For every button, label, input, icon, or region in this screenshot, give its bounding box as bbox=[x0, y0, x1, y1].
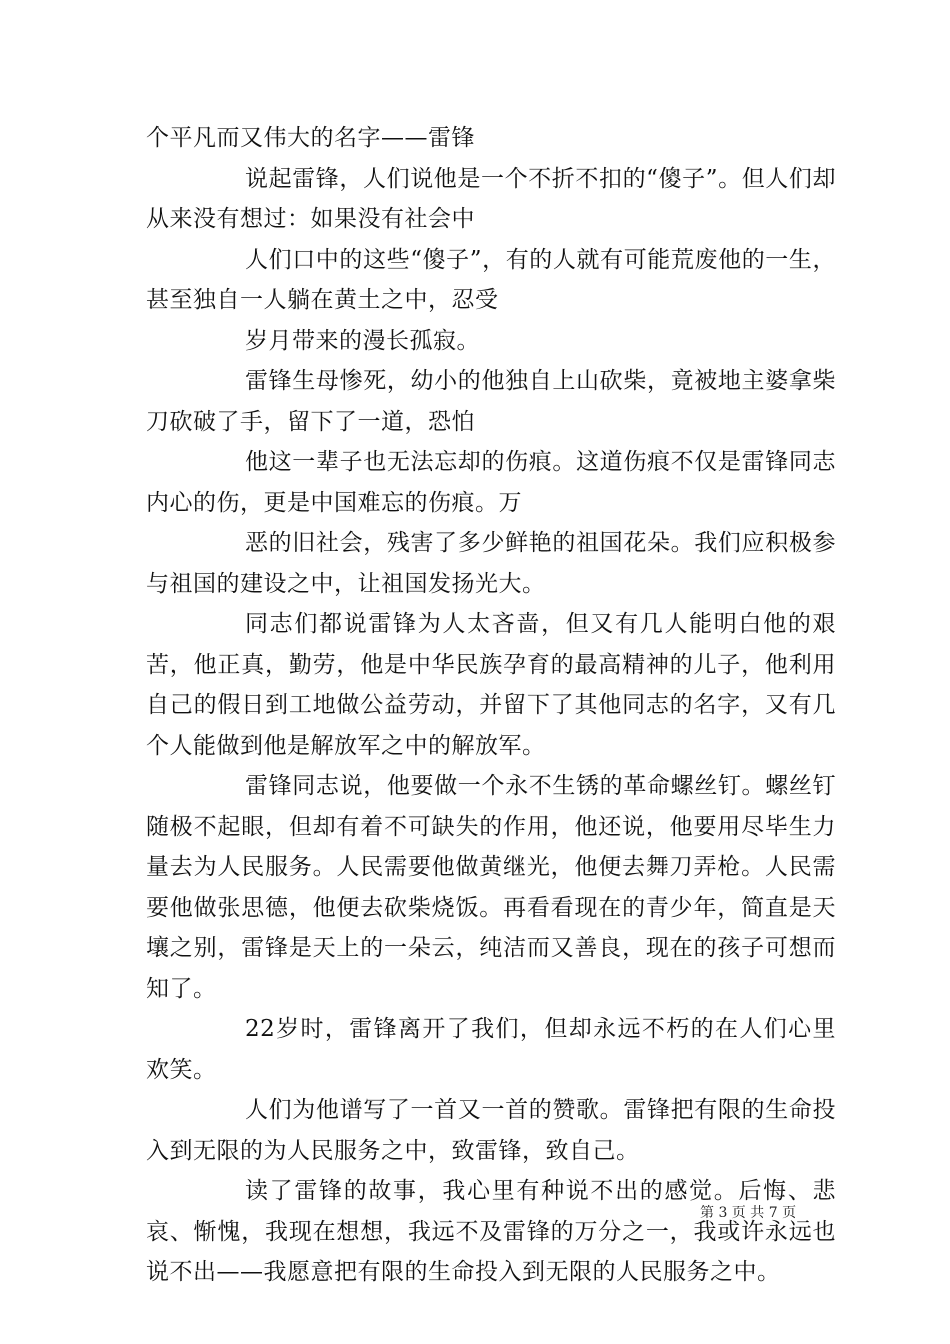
paragraph: 人们为他谱写了一首又一首的赞歌。雷锋把有限的生命投入到无限的为人民服务之中，致雷锋，致自己。 bbox=[146, 1097, 836, 1164]
paragraph: 雷锋生母惨死，幼小的他独自上山砍柴，竟被地主婆拿柴刀砍破了手，留下了一道，恐怕 bbox=[146, 368, 836, 435]
paragraph: 22岁时，雷锋离开了我们，但却永远不朽的在人们心里欢笑。 bbox=[146, 1016, 836, 1083]
document-body bbox=[146, 118, 836, 1293]
paragraph: 岁月带来的漫长孤寂。 bbox=[245, 327, 480, 354]
paragraph: 同志们都说雷锋为人太吝啬，但又有几人能明白他的艰苦，他正真，勤劳，他是中华民族孕育的最高精神的儿子，他利用自己的假日到工地做公益劳动，并留下了其他同志的名字，又有几个人能做到他是解放军之中的解放军。 bbox=[146, 611, 836, 759]
paragraph: 他这一辈子也无法忘却的伤痕。这道伤痕不仅是雷锋同志内心的伤，更是中国难忘的伤痕。万 bbox=[146, 449, 836, 516]
paragraph: 恶的旧社会，残害了多少鲜艳的祖国花朵。我们应积极参与祖国的建设之中，让祖国发扬光大。 bbox=[146, 530, 836, 597]
paragraph: 读了雷锋的故事，我心里有种说不出的感觉。后悔、悲哀、惭愧，我现在想想，我远不及雷锋的万分之一，我或许永远也说不出——我愿意把有限的生命投入到无限的人民服务之中。 bbox=[146, 1178, 836, 1285]
paragraph: 个平凡而又伟大的名字——雷锋 bbox=[146, 125, 475, 151]
paragraph: 雷锋同志说，他要做一个永不生锈的革命螺丝钉。螺丝钉随极不起眼，但却有着不可缺失的作用，他还说，他要用尽毕生力量去为人民服务。人民需要他做黄继光，他便去舞刀弄枪。人民需要他做张思德，他便去砍柴烧饭。再看看现在的青少年，简直是天壤之别，雷锋是天上的一朵云，纯洁而又善良，现在的孩子可想而知了。 bbox=[146, 773, 836, 1002]
page-number-footer: 第 3 页 共 7 页 bbox=[700, 1205, 797, 1221]
paragraph: 说起雷锋，人们说他是一个不折不扣的“傻子”。但人们却从来没有想过：如果没有社会中 bbox=[146, 165, 836, 232]
paragraph: 人们口中的这些“傻子”，有的人就有可能荒废他的一生，甚至独自一人躺在黄土之中，忍受 bbox=[146, 246, 836, 313]
